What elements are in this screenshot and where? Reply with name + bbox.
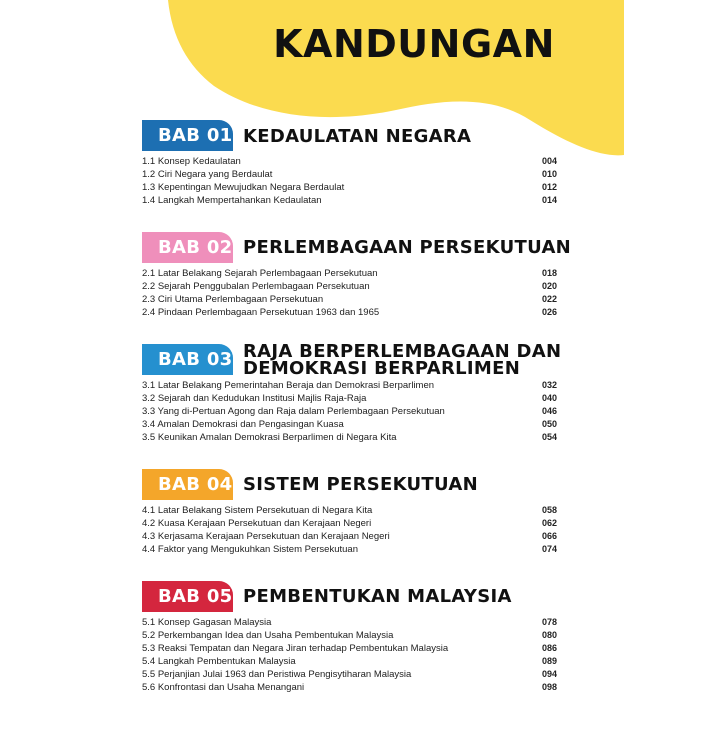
toc-entry-label: 2.3 Ciri Utama Perlembagaan Persekutuan xyxy=(142,294,324,305)
toc-entry[interactable] xyxy=(142,530,557,543)
toc-entry-page: 046 xyxy=(541,406,557,416)
toc-entry[interactable] xyxy=(142,629,557,642)
chapter-badge: BAB 04 xyxy=(142,469,233,500)
toc-entry[interactable] xyxy=(142,668,557,681)
toc-entry-label: 1.4 Langkah Mempertahankan Kedaulatan xyxy=(142,195,322,206)
toc-entry-label: 4.1 Latar Belakang Sistem Persekutuan di Negara Kita xyxy=(142,505,373,516)
toc-entry[interactable] xyxy=(142,267,557,280)
toc-entry-page: 032 xyxy=(541,380,557,390)
chapter-entries xyxy=(142,267,557,319)
toc-entry-label: 3.1 Latar Belakang Pemerintahan Beraja dan Demokrasi Berparlimen xyxy=(142,380,435,391)
toc-entry[interactable] xyxy=(142,681,557,694)
toc-entry-page: 086 xyxy=(541,643,557,653)
toc-entry[interactable] xyxy=(142,194,557,207)
chapter-entries xyxy=(142,379,557,444)
toc-entry-label: 3.3 Yang di-Pertuan Agong dan Raja dalam Perlembagaan Persekutuan xyxy=(142,406,445,417)
toc-entry-page: 020 xyxy=(541,281,557,291)
toc-entry-page: 022 xyxy=(541,294,557,304)
toc-entry-label: 5.5 Perjanjian Julai 1963 dan Peristiwa Pengisytiharan Malaysia xyxy=(142,669,412,680)
toc-entry-page: 012 xyxy=(541,182,557,192)
toc-entry-page: 026 xyxy=(541,307,557,317)
chapter-entries xyxy=(142,155,557,207)
toc-entry-page: 054 xyxy=(541,432,557,442)
chapter-title-line-1: RAJA BERPERLEMBAGAAN DAN xyxy=(243,341,562,362)
toc-entry[interactable] xyxy=(142,616,557,629)
toc-entry-page: 050 xyxy=(541,419,557,429)
toc-entry[interactable] xyxy=(142,655,557,668)
toc-entry[interactable] xyxy=(142,543,557,556)
toc-entry-label: 1.3 Kepentingan Mewujudkan Negara Berdaulat xyxy=(142,182,345,193)
toc-entry[interactable] xyxy=(142,392,557,405)
toc-entry-page: 062 xyxy=(541,518,557,528)
toc-entry[interactable] xyxy=(142,405,557,418)
toc-entry[interactable] xyxy=(142,517,557,530)
chapter-badge: BAB 01 xyxy=(142,120,233,151)
toc-entry-page: 078 xyxy=(541,617,557,627)
toc-entry-label: 5.2 Perkembangan Idea dan Usaha Pembentukan Malaysia xyxy=(142,630,394,641)
chapter-title: PERLEMBAGAAN PERSEKUTUAN xyxy=(243,237,572,258)
toc-entry-label: 2.1 Latar Belakang Sejarah Perlembagaan Persekutuan xyxy=(142,268,378,279)
toc-entry-label: 2.2 Sejarah Penggubalan Perlembagaan Persekutuan xyxy=(142,281,370,292)
toc-entry[interactable] xyxy=(142,168,557,181)
chapter-badge: BAB 05 xyxy=(142,581,233,612)
toc-entry-page: 014 xyxy=(541,195,557,205)
toc-entry[interactable] xyxy=(142,418,557,431)
toc-entry-page: 066 xyxy=(541,531,557,541)
toc-entry-page: 074 xyxy=(541,544,557,554)
toc-entry-page: 094 xyxy=(541,669,557,679)
toc-entry[interactable] xyxy=(142,504,557,517)
toc-entry-label: 1.1 Konsep Kedaulatan xyxy=(142,156,241,167)
toc-entry-label: 5.1 Konsep Gagasan Malaysia xyxy=(142,617,272,628)
toc-entry-label: 1.2 Ciri Negara yang Berdaulat xyxy=(142,169,273,180)
toc-entry-page: 004 xyxy=(541,156,557,166)
toc-entry-page: 010 xyxy=(541,169,557,179)
chapter-title: KEDAULATAN NEGARA xyxy=(243,126,472,147)
page-title: KANDUNGAN xyxy=(273,22,555,66)
toc-entry-label: 5.6 Konfrontasi dan Usaha Menangani xyxy=(142,682,305,693)
toc-entry-label: 4.2 Kuasa Kerajaan Persekutuan dan Kerajaan Negeri xyxy=(142,518,372,529)
chapter-title: SISTEM PERSEKUTUAN xyxy=(243,474,478,495)
toc-entry-label: 4.3 Kerjasama Kerajaan Persekutuan dan Kerajaan Negeri xyxy=(142,531,390,542)
toc-entry-label: 2.4 Pindaan Perlembagaan Persekutuan 1963 dan 1965 xyxy=(142,307,380,318)
toc-entry[interactable] xyxy=(142,431,557,444)
toc-entry-page: 058 xyxy=(541,505,557,515)
toc-entry[interactable] xyxy=(142,379,557,392)
toc-entry-page: 080 xyxy=(541,630,557,640)
toc-entry-page: 018 xyxy=(541,268,557,278)
chapter-entries xyxy=(142,504,557,556)
chapter-badge: BAB 03 xyxy=(142,344,233,375)
toc-entry-page: 098 xyxy=(541,682,557,692)
toc-entry[interactable] xyxy=(142,306,557,319)
toc-entry-label: 4.4 Faktor yang Mengukuhkan Sistem Persekutuan xyxy=(142,544,358,555)
chapter-title: PEMBENTUKAN MALAYSIA xyxy=(243,586,512,607)
toc-entry[interactable] xyxy=(142,280,557,293)
toc-entry-label: 3.5 Keunikan Amalan Demokrasi Berparlimen di Negara Kita xyxy=(142,432,397,443)
toc-entry-label: 3.2 Sejarah dan Kedudukan Institusi Majlis Raja-Raja xyxy=(142,393,367,404)
toc-entry[interactable] xyxy=(142,181,557,194)
chapter-badge: BAB 02 xyxy=(142,232,233,263)
toc-entry[interactable] xyxy=(142,293,557,306)
toc-entry-label: 5.4 Langkah Pembentukan Malaysia xyxy=(142,656,296,667)
toc-entry-page: 089 xyxy=(541,656,557,666)
toc-entry-label: 5.3 Reaksi Tempatan dan Negara Jiran terhadap Pembentukan Malaysia xyxy=(142,643,449,654)
toc-entry[interactable] xyxy=(142,155,557,168)
toc-entry[interactable] xyxy=(142,642,557,655)
chapter-title-line-2: DEMOKRASI BERPARLIMEN xyxy=(243,358,521,379)
toc-entry-page: 040 xyxy=(541,393,557,403)
toc-entry-label: 3.4 Amalan Demokrasi dan Pengasingan Kuasa xyxy=(142,419,344,430)
chapter-entries xyxy=(142,616,557,694)
